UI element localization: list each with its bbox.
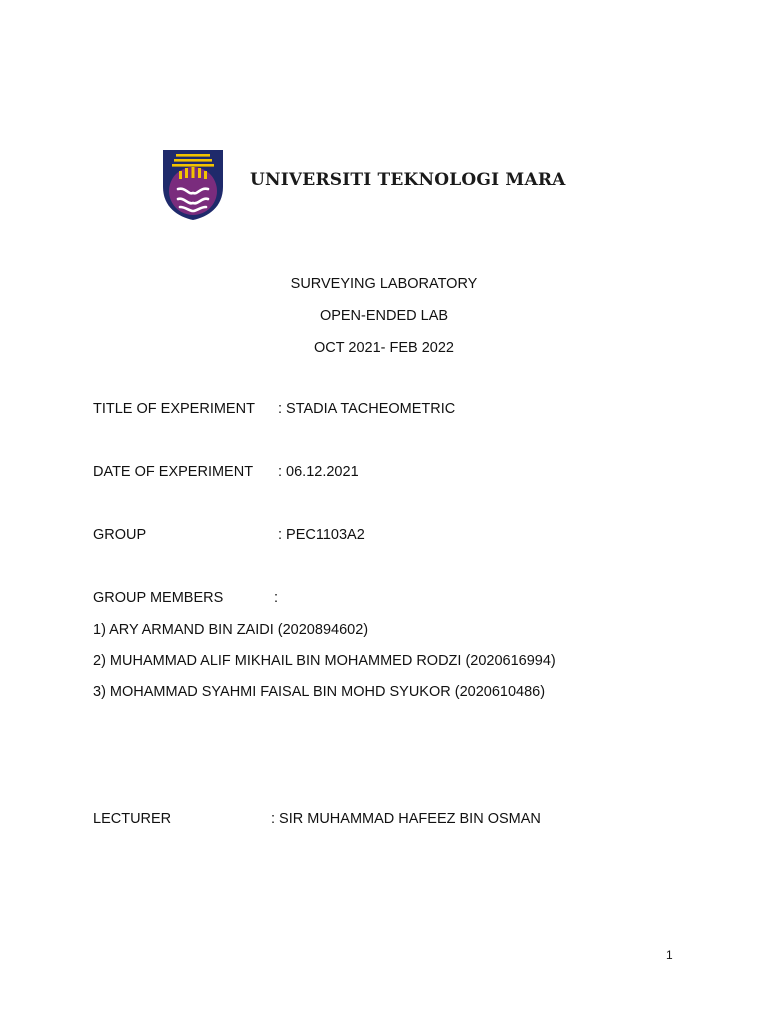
date-label: DATE OF EXPERIMENT xyxy=(93,464,254,480)
title-label: TITLE OF EXPERIMENT xyxy=(93,401,255,417)
group-value: : PEC1103A2 xyxy=(278,527,365,543)
members-label: GROUP MEMBERS xyxy=(93,590,224,606)
lecturer-label: LECTURER xyxy=(93,811,172,827)
member-item: 2) MUHAMMAD ALIF MIKHAIL BIN MOHAMMED RODZI (2020616994) xyxy=(93,653,556,669)
page-number: 1 xyxy=(666,948,673,962)
date-value: : 06.12.2021 xyxy=(278,464,359,480)
member-item: 1) ARY ARMAND BIN ZAIDI (2020894602) xyxy=(93,622,369,638)
group-label: GROUP xyxy=(93,527,147,543)
course-title: SURVEYING LABORATORY xyxy=(290,276,478,292)
session: OCT 2021- FEB 2022 xyxy=(314,340,454,356)
lecturer-value: : SIR MUHAMMAD HAFEEZ BIN OSMAN xyxy=(271,811,541,827)
members-separator: : xyxy=(274,590,279,606)
lab-type: OPEN-ENDED LAB xyxy=(319,308,449,324)
uitm-crest-icon xyxy=(162,149,224,221)
member-item: 3) MOHAMMAD SYAHMI FAISAL BIN MOHD SYUKOR (2020610486) xyxy=(93,684,546,700)
university-name: UNIVERSITI TEKNOLOGI MARA xyxy=(250,170,566,190)
title-value: : STADIA TACHEOMETRIC xyxy=(278,401,456,417)
